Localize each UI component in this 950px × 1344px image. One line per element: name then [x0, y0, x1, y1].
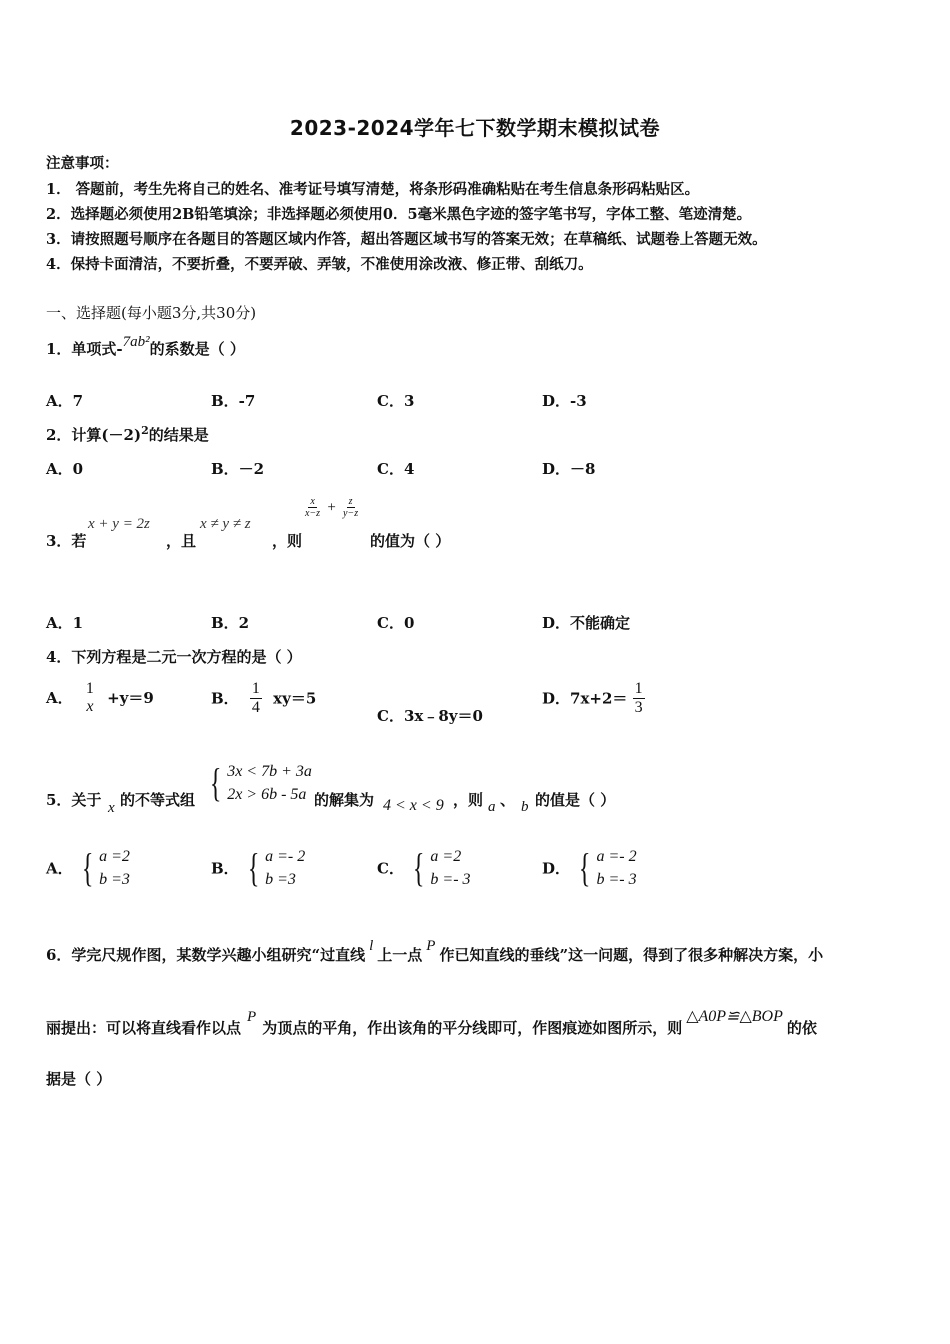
q4-d-num: 1: [634, 680, 643, 697]
q5-solution-label: 的解集为: [314, 791, 375, 809]
q4-option-a[interactable]: [46, 680, 154, 715]
q3-fraction-2: [341, 496, 360, 519]
q6-line-l: l: [369, 938, 374, 954]
brace-icon: {: [413, 845, 425, 891]
q5-a-row-2: b =3: [99, 871, 130, 889]
q5-d-row-2: b =- 3: [596, 871, 637, 889]
q5-d-row-1: a =- 2: [596, 848, 637, 865]
q2-exponent: 2: [141, 424, 149, 437]
notice-item-3: 3．请按照题号顺序在各题目的答题区域内作答，超出答题区域书写的答案无效；在草稿纸、试题卷上答题无效。: [46, 231, 767, 248]
q5-a: a: [488, 799, 496, 815]
q1-expression: 7ab²: [122, 334, 150, 350]
q4-b-label: B．: [211, 689, 239, 708]
question-6-line-2: [46, 1008, 817, 1038]
q4-option-d[interactable]: [542, 680, 645, 716]
q2-prefix: 2．计算(－2): [46, 426, 142, 444]
q3-fraction-1: [303, 496, 322, 519]
q5-system: [206, 760, 312, 806]
notice-item-1: 1． 答题前，考生先将自己的姓名、准考证号填写清楚，将条形码准确粘贴在考生信息条形码粘贴区。: [46, 181, 700, 198]
q4-a-fraction: [84, 680, 96, 715]
q5-option-b[interactable]: [211, 845, 305, 891]
q5-b-row-1: a =- 2: [265, 848, 306, 865]
q5-b-row-2: b =3: [265, 871, 296, 889]
q4-a-rest: +y＝9: [107, 689, 154, 708]
q3-option-a[interactable]: A．1: [46, 614, 84, 632]
q4-option-c[interactable]: C．3x﹣8y＝0: [377, 707, 483, 725]
q5-range: 4 < x < 9: [383, 797, 444, 814]
q3-condition-1: x + y = 2z: [88, 516, 150, 532]
q4-a-den: x: [86, 697, 94, 715]
q1-suffix: 的系数是（ ）: [149, 340, 245, 358]
notice-item-4: 4．保持卡面清洁，不要折叠，不要弄破、弄皱，不准使用涂改液、修正带、刮纸刀。: [46, 256, 593, 273]
q2-option-d[interactable]: D．－8: [542, 460, 596, 478]
q1-option-b[interactable]: B．-7: [211, 392, 256, 410]
notice-item-2: 2．选择题必须使用2B铅笔填涂；非选择题必须使用0．5毫米黑色字迹的签字笔书写，字体工整、笔迹清楚。: [46, 206, 752, 223]
q4-b-rest: xy＝5: [273, 689, 317, 708]
q5-option-d[interactable]: [542, 845, 637, 891]
brace-icon: {: [81, 845, 94, 891]
q4-d-label: D．7x+2＝: [542, 689, 628, 708]
q3-option-c[interactable]: C．0: [377, 614, 415, 632]
q5-mid: 的不等式组: [120, 791, 196, 809]
question-3-prefix: 3．若: [46, 532, 87, 550]
q3-then: ，则: [272, 532, 303, 550]
q5-then: ，则: [453, 791, 484, 809]
q3-and: ，且: [166, 532, 197, 550]
q4-b-fraction: [250, 680, 262, 716]
q4-option-b[interactable]: [211, 680, 316, 716]
q5-b-label: B．: [211, 859, 239, 878]
q1-option-d[interactable]: D．-3: [542, 392, 587, 410]
q3-f2-den: y−z: [343, 508, 359, 519]
q4-b-den: 4: [251, 698, 260, 716]
q4-b-num: 1: [251, 680, 260, 697]
question-5-prefix: 5．关于: [46, 791, 102, 809]
q3-f1-den: x−z: [305, 508, 321, 519]
q5-variable: x: [108, 800, 115, 816]
question-2: [46, 424, 209, 445]
q5-option-c[interactable]: [377, 845, 471, 891]
brace-icon: {: [247, 845, 260, 891]
q1-option-a[interactable]: A．7: [46, 392, 84, 410]
q5-suffix: 的值是（ ）: [535, 791, 616, 809]
q5-c-row-1: a =2: [430, 848, 462, 865]
q5-b: b: [521, 799, 529, 815]
q6-l1-post: 作已知直线的垂线”这一问题，得到了很多种解决方案，小: [439, 946, 824, 964]
q5-sep: 、: [500, 791, 516, 809]
q6-point-p: P: [426, 938, 436, 954]
q6-l2-pre: 丽提出：可以将直线看作以点: [46, 1019, 242, 1037]
question-6-line-3: 据是（ ）: [46, 1070, 112, 1088]
question-1: [46, 334, 245, 359]
q3-option-b[interactable]: B．2: [211, 614, 250, 632]
q6-l2-mid: 为顶点的平角，作出该角的平分线即可，作图痕迹如图所示，则: [262, 1019, 683, 1037]
q4-d-den: 3: [634, 698, 643, 716]
q2-option-a[interactable]: A．0: [46, 460, 84, 478]
q4-a-label: A．: [46, 689, 73, 708]
q5-a-row-1: a =2: [99, 848, 130, 865]
q3-option-d[interactable]: D．不能确定: [542, 614, 631, 632]
brace-icon: {: [209, 760, 222, 806]
q5-a-label: A．: [46, 859, 73, 878]
q4-a-num: 1: [85, 680, 94, 697]
brace-icon: {: [579, 845, 591, 891]
q5-c-row-2: b =- 3: [430, 871, 471, 889]
q5-d-label: D．: [542, 859, 571, 878]
q3-suffix: 的值为（ ）: [370, 532, 451, 550]
q2-option-b[interactable]: B．－2: [211, 460, 265, 478]
notice-heading: 注意事项：: [46, 155, 119, 172]
q5-c-label: C．: [377, 859, 404, 878]
question-6-line-1: [46, 938, 824, 965]
q1-prefix: 1．单项式-: [46, 340, 123, 358]
q5-option-a[interactable]: [46, 845, 130, 891]
q3-f2-num: z: [348, 496, 353, 507]
q2-option-c[interactable]: C．4: [377, 460, 415, 478]
page-title: 2023-2024学年七下数学期末模拟试卷: [289, 116, 661, 140]
q2-suffix: 的结果是: [148, 426, 209, 444]
q6-l1-mid: 上一点: [377, 946, 423, 964]
section-heading: 一、选择题(每小题3分,共30分): [46, 304, 257, 322]
q5-row-2: 2x > 6b - 5a: [227, 786, 307, 804]
q3-f1-num: x: [310, 496, 315, 507]
q3-plus: +: [327, 499, 336, 516]
q3-expression: [303, 496, 360, 519]
q6-l2-post: 的依: [786, 1019, 817, 1037]
q6-congruence: △A0P≌△BOP: [686, 1008, 783, 1025]
q4-d-fraction: [633, 680, 645, 716]
q6-l1-pre: 6．学完尺规作图，某数学兴趣小组研究“过直线: [46, 946, 366, 964]
question-4: 4．下列方程是二元一次方程的是（ ）: [46, 648, 302, 666]
q5-row-1: 3x < 7b + 3a: [227, 763, 312, 780]
q1-option-c[interactable]: C．3: [377, 392, 415, 410]
q3-condition-2: x ≠ y ≠ z: [200, 516, 251, 532]
q6-point-p2: P: [247, 1009, 257, 1025]
